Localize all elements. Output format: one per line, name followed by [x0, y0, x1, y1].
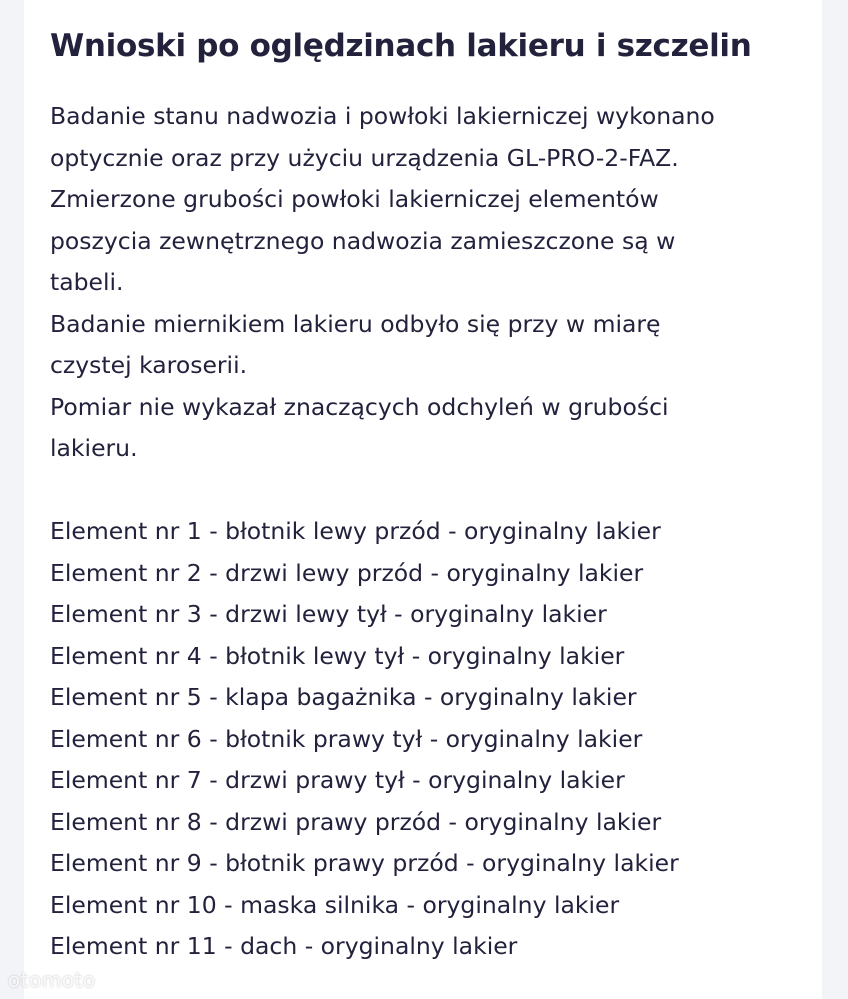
- element-list-item: Element nr 4 - błotnik lewy tył - oryginalny lakier: [50, 641, 625, 670]
- paragraph-line: poszycia zewnętrznego nadwozia zamieszczone są w: [50, 226, 676, 255]
- paragraph-line: tabeli.: [50, 268, 124, 296]
- paragraph-line: Badanie stanu nadwozia i powłoki lakierniczej wykonano: [50, 102, 715, 130]
- element-list-item: Element nr 5 - klapa bagażnika - oryginalny lakier: [50, 683, 637, 711]
- paragraph-line: Zmierzone grubości powłoki lakierniczej elementów: [50, 185, 659, 213]
- element-list-item: Element nr 9 - błotnik prawy przód - oryginalny lakier: [50, 849, 679, 877]
- element-list-item: Element nr 6 - błotnik prawy tył - oryginalny lakier: [50, 724, 643, 753]
- paragraph-line: optycznie oraz przy użyciu urządzenia GL-PRO-2-FAZ.: [50, 143, 679, 172]
- page-title: Wnioski po oględzinach lakieru i szczelin: [50, 28, 752, 64]
- paragraph-line: czystej karoserii.: [50, 351, 248, 379]
- element-list-item: Element nr 1 - błotnik lewy przód - oryginalny lakier: [50, 517, 661, 545]
- element-list-item: Element nr 7 - drzwi prawy tył - oryginalny lakier: [50, 766, 625, 794]
- paragraph-line: Badanie miernikiem lakieru odbyło się przy w miarę: [50, 309, 661, 338]
- content-card: [24, 0, 822, 999]
- element-list-item: Element nr 8 - drzwi prawy przód - oryginalny lakier: [50, 807, 662, 836]
- element-list-item: Element nr 10 - maska silnika - oryginalny lakier: [50, 890, 620, 919]
- element-list-item: Element nr 2 - drzwi lewy przód - oryginalny lakier: [50, 558, 644, 587]
- paragraph-line: Pomiar nie wykazał znaczących odchyleń w grubości: [50, 392, 669, 421]
- spacer: [50, 470, 810, 512]
- element-list-item: Element nr 11 - dach - oryginalny lakier: [50, 932, 518, 960]
- paragraph-line: lakieru.: [50, 434, 138, 462]
- report-body: [50, 96, 810, 968]
- element-list-item: Element nr 3 - drzwi lewy tył - oryginalny lakier: [50, 600, 607, 628]
- watermark-logo: otomoto: [8, 968, 96, 992]
